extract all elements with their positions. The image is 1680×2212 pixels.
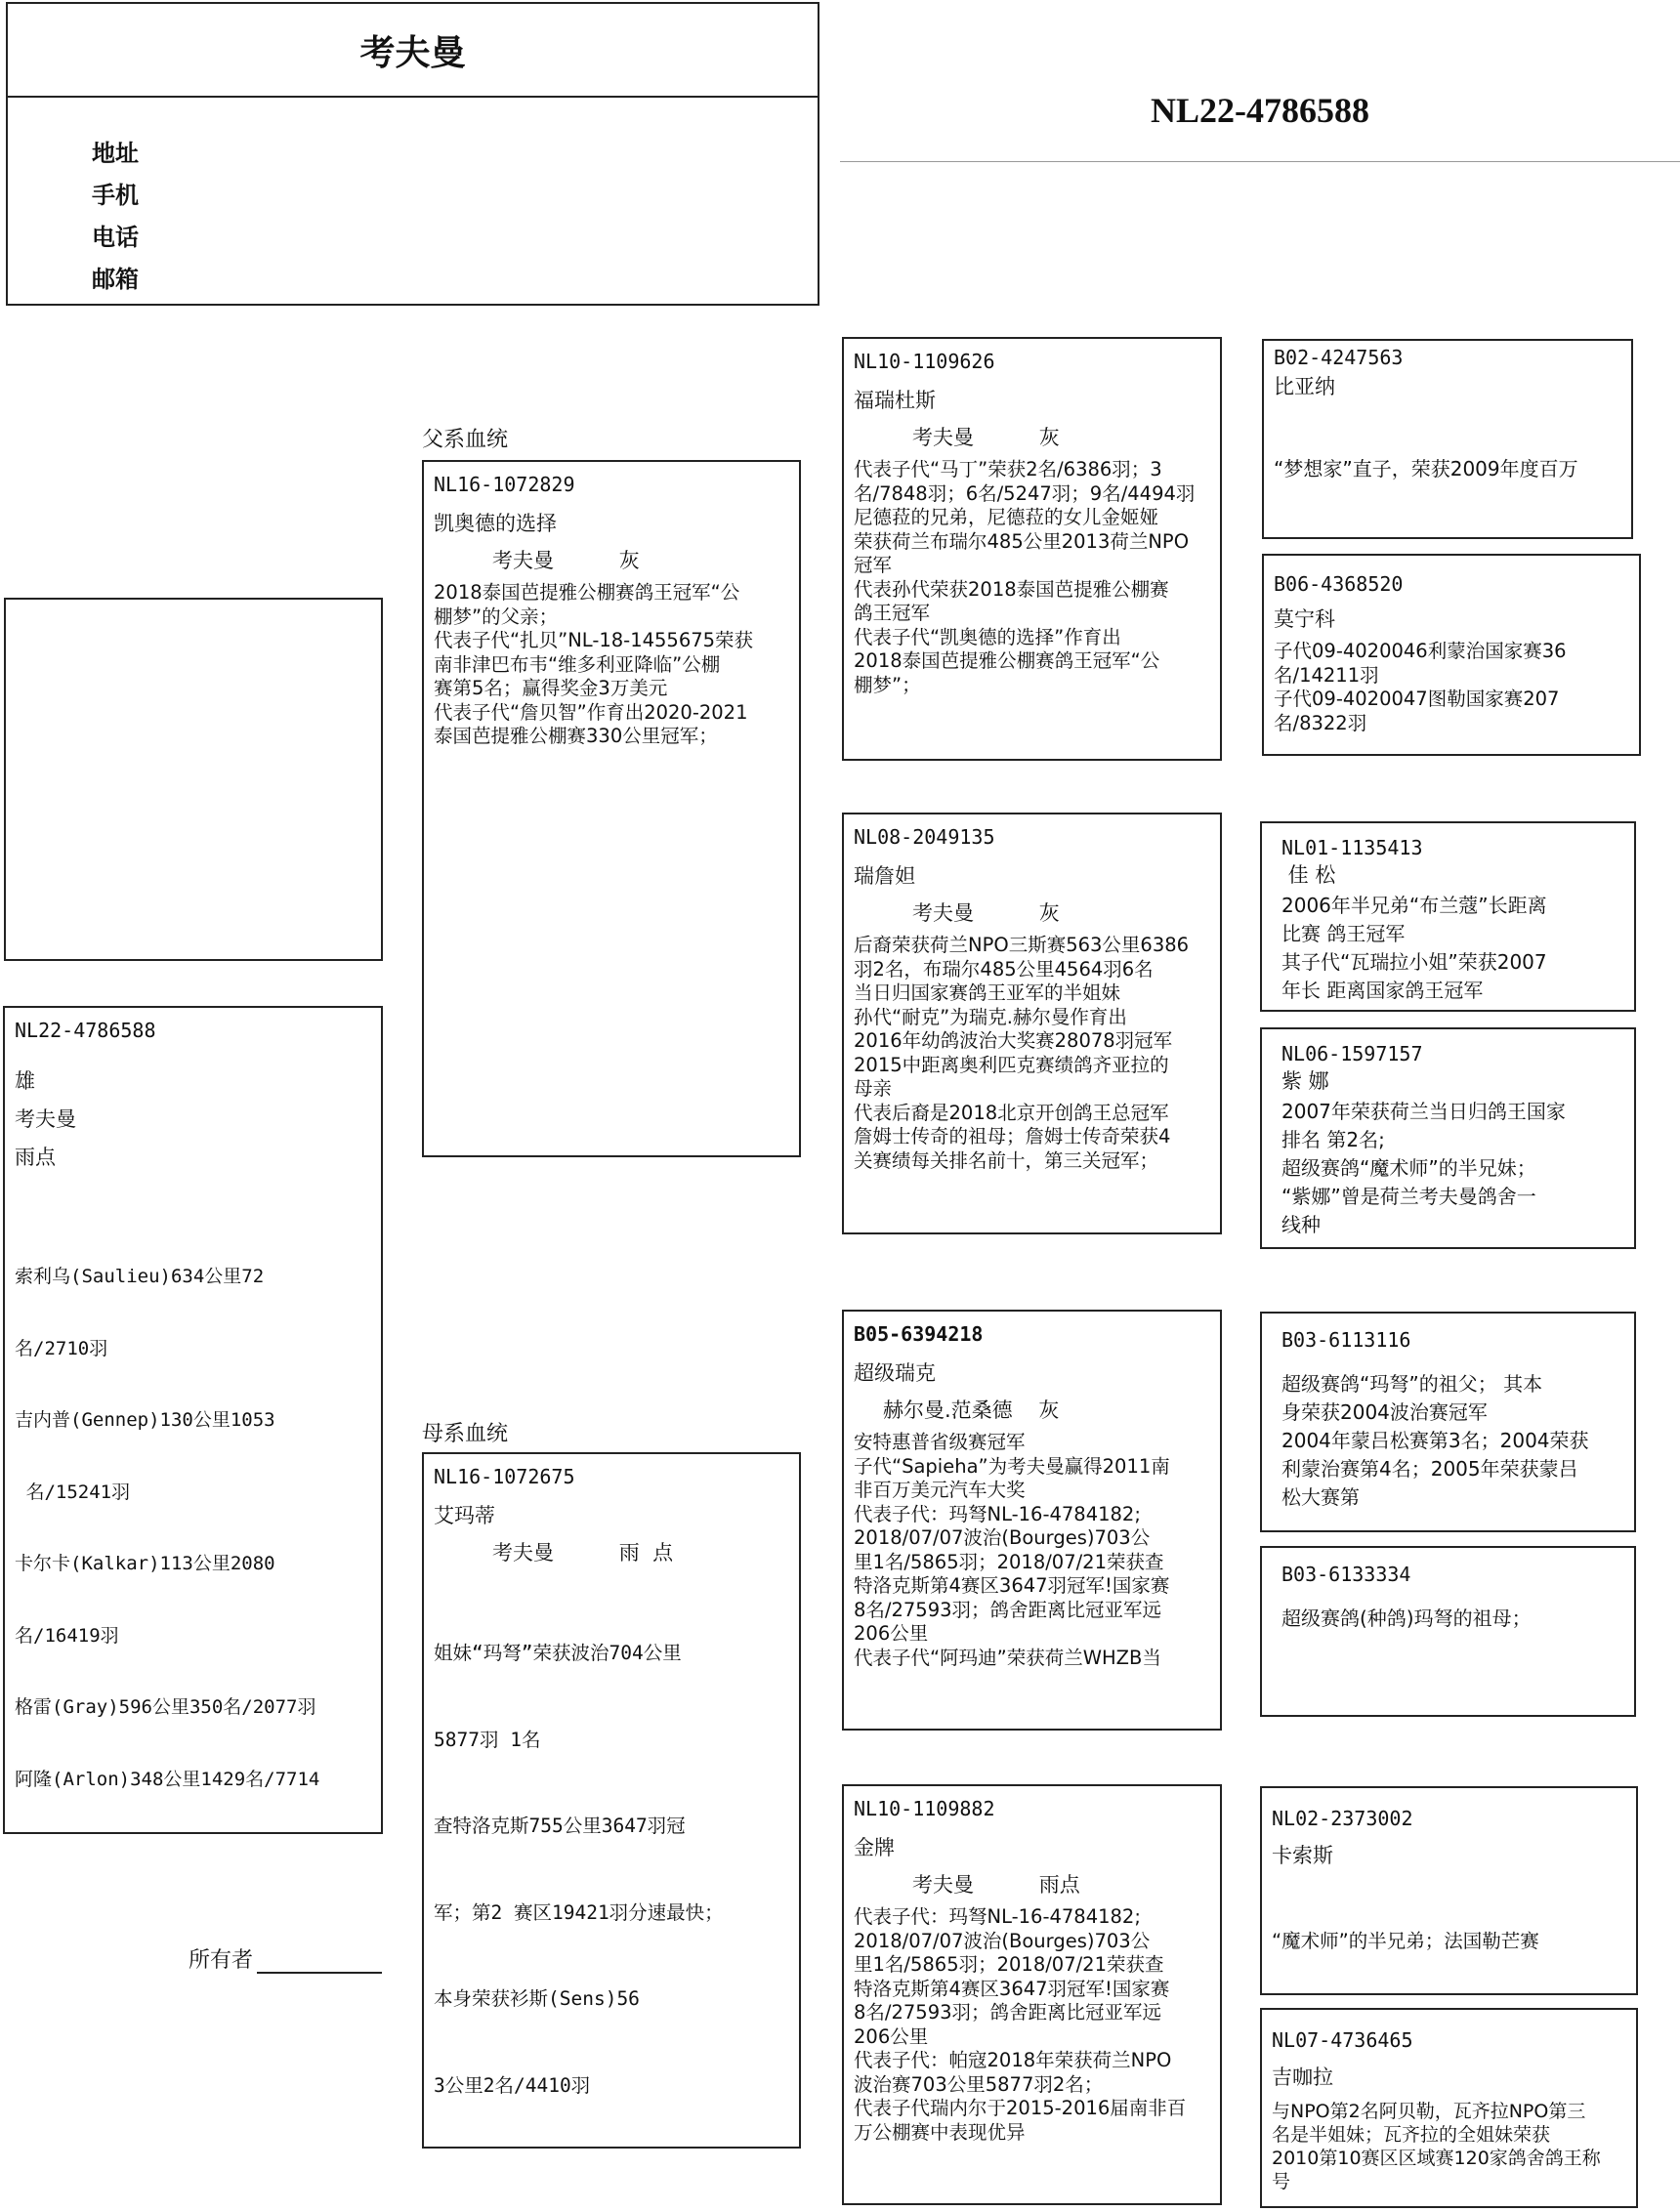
- desc-line: 8名/27593羽；鸽舍距离比冠亚军远: [854, 1598, 1162, 1621]
- desc-line: 查特洛克斯755公里3647羽冠: [434, 1815, 686, 1837]
- dam-breeder-color: 考夫曼 雨 点: [492, 1541, 674, 1565]
- desc-line: 比赛 鸽王冠军: [1281, 922, 1406, 945]
- dam-card: [422, 1452, 801, 2149]
- desc-line: 2018泰国芭提雅公棚赛鸽王冠军“公: [434, 581, 740, 604]
- result-line: 索利乌(Saulieu)634公里72: [15, 1266, 265, 1287]
- gp-breeder-color: 考夫曼 雨点: [912, 1873, 1080, 1897]
- gp-description: [854, 934, 1210, 1173]
- granddam-paternal-card: [842, 813, 1222, 1234]
- result-line: 阿隆(Arlon)348公里1429名/7714: [15, 1768, 320, 1790]
- subject-results: [15, 1217, 371, 1834]
- desc-line: 2018/07/07波治(Bourges)703公: [854, 1526, 1151, 1549]
- desc-line: 冠军: [854, 554, 893, 576]
- desc-line: 荣获荷兰布瑞尔485公里2013荷兰NPO: [854, 529, 1190, 553]
- sire-ring: NL16-1072829: [434, 473, 575, 496]
- gp-name: 福瑞杜斯: [854, 389, 936, 412]
- ggp-name: 卡索斯: [1272, 1844, 1333, 1867]
- subject-color: 雨点: [15, 1146, 56, 1169]
- granddam-maternal-card: [842, 1784, 1222, 2205]
- desc-line: 5877羽 1名: [434, 1728, 541, 1751]
- desc-line: 8名/27593羽；鸽舍距离比冠亚军远: [854, 2001, 1162, 2024]
- desc-line: 詹姆士传奇的祖母；詹姆士传奇荣获4: [854, 1125, 1171, 1148]
- desc-line: 名/7848羽；6名/5247羽；9名/4494羽: [854, 481, 1196, 505]
- desc-line: 代表后裔是2018北京开创鸽王总冠军: [854, 1101, 1169, 1124]
- owner-header-box: [6, 2, 819, 306]
- desc-line: 号: [1272, 2171, 1291, 2192]
- desc-line: 代表子代：帕寇2018年荣获荷兰NPO: [854, 2049, 1172, 2071]
- desc-line: 2016年幼鸽波治大奖赛28078羽冠军: [854, 1029, 1173, 1052]
- desc-line: “魔术师”的半兄弟；法国勒芒赛: [1272, 1930, 1539, 1952]
- desc-line: 年长 距离国家鸽王冠军: [1281, 979, 1484, 1002]
- grandsire-paternal-card: [842, 337, 1222, 761]
- desc-line: 排名 第2名;: [1281, 1128, 1385, 1151]
- desc-line: 里1名/5865羽；2018/07/21荣获查: [854, 1953, 1164, 1976]
- desc-line: 名/8322羽: [1274, 711, 1367, 734]
- ggp-name: 吉咖拉: [1272, 2066, 1333, 2089]
- desc-line: 关赛绩每关排名前十，第三关冠军；: [854, 1148, 1159, 1172]
- ggp-description: [1281, 892, 1624, 1005]
- sire-line-label: 父系血统: [422, 428, 509, 452]
- gp-ring: NL10-1109626: [854, 350, 995, 373]
- ggp-card: [1260, 1027, 1636, 1249]
- desc-line: 超级赛鸽“玛弩”的祖父； 其本: [1281, 1372, 1543, 1396]
- gp-breeder-color: 考夫曼 灰: [912, 426, 1060, 449]
- desc-line: 2004年蒙吕松赛第3名；2004荣获: [1281, 1429, 1589, 1452]
- gp-name: 超级瑞克: [854, 1361, 936, 1385]
- ggp-name: 佳 松: [1281, 863, 1336, 887]
- dam-ring: NL16-1072675: [434, 1465, 575, 1488]
- desc-line: 代表子代“阿玛迪”荣获荷兰WHZB当: [854, 1646, 1161, 1669]
- ggp-ring: B02-4247563: [1274, 346, 1404, 369]
- ggp-description: [1274, 403, 1621, 539]
- gp-ring: NL10-1109882: [854, 1797, 995, 1820]
- desc-line: 特洛克斯第4赛区3647羽冠军!国家赛: [854, 1574, 1170, 1597]
- desc-line: 名/14211羽: [1274, 663, 1379, 687]
- phone-label: 电话: [92, 224, 139, 251]
- gp-ring: B05-6394218: [854, 1322, 984, 1346]
- desc-line: 棚梦”的父亲；: [434, 605, 559, 628]
- desc-line: 棚梦”；: [854, 673, 921, 696]
- ggp-ring: NL02-2373002: [1272, 1807, 1413, 1830]
- ggp-description: [1272, 2100, 1626, 2193]
- desc-line: 3公里2名/4410羽: [434, 2073, 591, 2097]
- desc-line: 代表子代“詹贝智”作育出2020-2021: [434, 700, 748, 724]
- desc-line: 代表孙代荣获2018泰国芭提雅公棚赛: [854, 577, 1169, 601]
- desc-line: 后裔荣获荷兰NPO三斯赛563公里6386: [854, 934, 1190, 956]
- desc-line: 本身荣获衫斯(Sens)56: [434, 1987, 640, 2010]
- desc-line: 2007年荣获荷兰当日归鸽王国家: [1281, 1100, 1566, 1123]
- ggp-card: [1262, 554, 1641, 756]
- ggp-card: [1260, 2008, 1638, 2208]
- ggp-description: [1272, 1880, 1626, 1995]
- desc-line: 赛第5名；赢得奖金3万美元: [434, 677, 668, 699]
- desc-line: 子代09-4020047图勒国家赛207: [1274, 688, 1560, 710]
- desc-line: 尼德菈的兄弟，尼德菈的女儿金姬娅: [854, 506, 1159, 528]
- result-line: 名/16419羽: [15, 1624, 119, 1647]
- ggp-description: [1281, 1370, 1624, 1512]
- desc-line: 2018泰国芭提雅公棚赛鸽王冠军“公: [854, 649, 1160, 672]
- desc-line: 利蒙治赛第4名；2005年荣获蒙吕: [1281, 1457, 1578, 1481]
- subject-sex: 雄: [15, 1069, 35, 1093]
- desc-line: 松大赛第: [1281, 1485, 1360, 1509]
- ggp-description: [1281, 1098, 1624, 1239]
- ggp-ring: NL07-4736465: [1272, 2028, 1413, 2052]
- desc-line: 其子代“瓦瑞拉小姐”荣获2007: [1281, 950, 1547, 974]
- ggp-card: [1260, 821, 1636, 1012]
- desc-line: 里1名/5865羽；2018/07/21荣获查: [854, 1550, 1164, 1573]
- desc-line: 代表子代：玛弩NL-16-4784182;: [854, 1905, 1141, 1928]
- desc-line: 泰国芭提雅公棚赛330公里冠军；: [434, 725, 718, 747]
- result-line: 吉内普(Gennep)130公里1053: [15, 1409, 275, 1431]
- desc-line: 孙代“耐克”为瑞克.赫尔曼作育出: [854, 1005, 1127, 1028]
- desc-line: 206公里: [854, 2024, 929, 2048]
- gp-description: [854, 1431, 1210, 1670]
- desc-line: 母亲: [854, 1077, 893, 1100]
- desc-line: 波治赛703公里5877羽2名；: [854, 2072, 1104, 2096]
- sire-description: [434, 581, 789, 749]
- desc-line: [1274, 535, 1621, 539]
- desc-line: 2015中距离奥利匹克赛绩鸽齐亚拉的: [854, 1053, 1169, 1076]
- ggp-ring: NL06-1597157: [1281, 1042, 1423, 1065]
- owner-signature: [189, 1943, 382, 1974]
- desc-line: 子代09-4020046利蒙治国家赛36: [1274, 640, 1567, 662]
- gp-name: 金牌: [854, 1836, 895, 1859]
- desc-line: 南非津巴布韦“维多利亚降临”公棚: [434, 652, 721, 676]
- mobile-label: 手机: [92, 182, 139, 209]
- desc-line: 线种: [1281, 1213, 1321, 1236]
- ggp-card: [1260, 1786, 1638, 1995]
- header-divider: [8, 96, 818, 98]
- desc-line: 羽2名，布瑞尔485公里4564羽6名: [854, 957, 1154, 981]
- desc-line: 代表子代：玛弩NL-16-4784182;: [854, 1502, 1141, 1525]
- desc-line: 姐妹“玛弩”荣获波治704公里: [434, 1642, 682, 1664]
- email-label: 邮箱: [92, 266, 139, 293]
- desc-line: 代表子代“凯奥德的选择”作育出: [854, 625, 1121, 648]
- ggp-ring: B06-4368520: [1274, 572, 1404, 596]
- desc-line: 2010第10赛区区域赛120家鸽舍鸽王称: [1272, 2148, 1601, 2169]
- gp-breeder-color: 考夫曼 灰: [912, 901, 1060, 925]
- subject-ring: NL22-4786588: [15, 1019, 156, 1042]
- contact-list: [92, 133, 139, 301]
- desc-line: 2006年半兄弟“布兰蔻”长距离: [1281, 894, 1547, 917]
- ggp-description: [1274, 640, 1629, 735]
- desc-line: 万公棚赛中表现优异: [854, 2120, 1026, 2144]
- ring-number-title: NL22-4786588: [1151, 91, 1369, 130]
- grandsire-maternal-card: [842, 1310, 1222, 1731]
- subject-card: [3, 1006, 383, 1834]
- owner-label: 所有者: [189, 1948, 254, 1973]
- desc-line: 2018/07/07波治(Bourges)703公: [854, 1929, 1151, 1952]
- desc-line: 代表子代瑞内尔于2015-2016届南非百: [854, 2097, 1187, 2119]
- gp-name: 瑞詹妲: [854, 864, 915, 888]
- desc-line: 军；第2 赛区19421羽分速最快；: [434, 1900, 724, 1924]
- ggp-ring: B03-6113116: [1281, 1328, 1411, 1352]
- desc-line: 名是半姐妹；瓦齐拉的全姐妹荣获: [1272, 2124, 1551, 2146]
- sire-card: [422, 460, 801, 1157]
- ggp-name: 紫 娜: [1281, 1069, 1329, 1093]
- address-label: 地址: [92, 140, 139, 167]
- desc-line: 与NPO第2名阿贝勒，瓦齐拉NPO第三: [1272, 2101, 1586, 2122]
- dam-description: [434, 1581, 789, 2149]
- sire-breeder-color: 考夫曼 灰: [492, 549, 640, 572]
- desc-line: “紫娜”曾是荷兰考夫曼鸽舍一: [1281, 1185, 1536, 1208]
- dam-name: 艾玛蒂: [434, 1504, 495, 1527]
- owner-name: 考夫曼: [359, 32, 466, 72]
- gp-breeder-color: 赫尔曼.范桑德 灰: [883, 1398, 1060, 1422]
- desc-line: 安特惠普省级赛冠军: [854, 1431, 1026, 1453]
- sire-name: 凯奥德的选择: [434, 512, 557, 535]
- desc-line: 代表子代“扎贝”NL-18-1455675荣获: [434, 629, 754, 651]
- desc-line: 特洛克斯第4赛区3647羽冠军!国家赛: [854, 1977, 1170, 2000]
- desc-line: 子代“Sapieha”为考夫曼赢得2011南: [854, 1454, 1170, 1478]
- gp-description: [854, 458, 1210, 697]
- desc-line: 非百万美元汽车大奖: [854, 1479, 1026, 1501]
- gp-ring: NL08-2049135: [854, 825, 995, 849]
- ggp-name: 莫宁科: [1274, 607, 1335, 631]
- header-rule: [840, 161, 1680, 162]
- dam-line-label: 母系血统: [422, 1422, 509, 1446]
- owner-signature-line[interactable]: [257, 1950, 382, 1974]
- ggp-ring: NL01-1135413: [1281, 836, 1423, 859]
- ggp-ring: B03-6133334: [1281, 1563, 1411, 1586]
- ggp-description: [1281, 1607, 1624, 1631]
- photo-box: [4, 598, 383, 961]
- subject-breeder: 考夫曼: [15, 1107, 76, 1131]
- desc-line: 身荣获2004波治赛冠军: [1281, 1400, 1488, 1424]
- gp-description: [854, 1905, 1210, 2145]
- ggp-card: [1262, 339, 1633, 539]
- desc-line: 超级赛鸽(种鸽)玛弩的祖母；: [1281, 1607, 1532, 1630]
- result-line: 格雷(Gray)596公里350名/2077羽: [15, 1696, 316, 1718]
- desc-line: “梦想家”直子，荣获2009年度百万: [1274, 457, 1578, 480]
- desc-line: 超级赛鸽“魔术师”的半兄妹；: [1281, 1156, 1536, 1180]
- result-line: 名/15241羽: [15, 1481, 131, 1503]
- ggp-name: 比亚纳: [1274, 375, 1335, 398]
- desc-line: 206公里: [854, 1622, 929, 1645]
- desc-line: 当日归国家赛鸽王亚军的半姐妹: [854, 981, 1121, 1004]
- result-line: 名/2710羽: [15, 1337, 108, 1359]
- ggp-card: [1260, 1546, 1636, 1717]
- desc-line: 代表子代“马丁”荣获2名/6386羽；3: [854, 458, 1162, 480]
- ggp-card: [1260, 1312, 1636, 1532]
- desc-line: 鸽王冠军: [854, 602, 931, 624]
- result-line: 卡尔卡(Kalkar)113公里2080: [15, 1553, 275, 1574]
